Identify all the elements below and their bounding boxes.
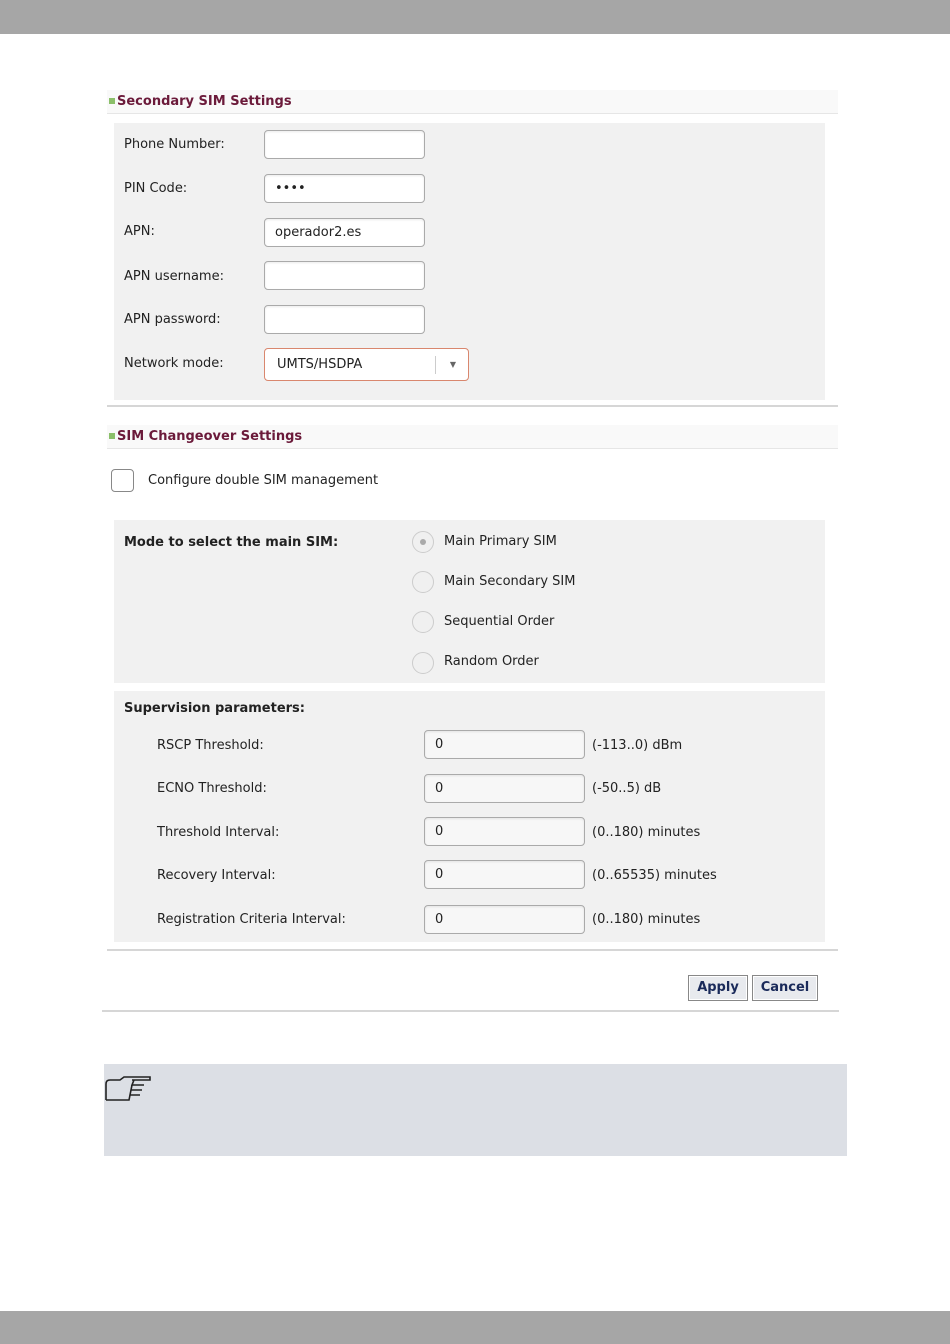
threshold-interval-range: (0..180) minutes <box>592 825 701 840</box>
rscp-threshold-range: (-113..0) dBm <box>592 738 683 753</box>
apn-password-label: APN password: <box>124 312 221 327</box>
pin-code-field[interactable]: •••• <box>264 174 425 203</box>
network-mode-select[interactable] <box>264 348 469 381</box>
apn-password-field[interactable] <box>264 305 425 334</box>
threshold-interval-label: Threshold Interval: <box>157 825 280 840</box>
page-header-bar <box>0 0 950 34</box>
registration-criteria-interval-label: Registration Criteria Interval: <box>157 912 346 927</box>
apn-username-label: APN username: <box>124 269 224 284</box>
divider <box>102 1010 839 1012</box>
supervision-title: Supervision parameters: <box>124 701 305 716</box>
network-mode-value: UMTS/HSDPA <box>277 357 363 372</box>
radio-main-primary-sim[interactable] <box>412 531 434 553</box>
double-sim-checkbox[interactable] <box>111 469 134 492</box>
registration-criteria-interval-field[interactable]: 0 <box>424 905 585 934</box>
radio-main-secondary-sim[interactable] <box>412 571 434 593</box>
radio-sequential-order[interactable] <box>412 611 434 633</box>
divider <box>107 949 838 951</box>
radio-random-order[interactable] <box>412 652 434 674</box>
apply-button[interactable]: Apply <box>688 975 748 1001</box>
recovery-interval-field[interactable]: 0 <box>424 860 585 889</box>
mode-select-label: Mode to select the main SIM: <box>124 535 339 550</box>
bullet-icon <box>109 98 115 104</box>
radio-label-random-order: Random Order <box>444 654 539 669</box>
econo-threshold-range: (-50..5) dB <box>592 781 662 796</box>
select-separator <box>435 356 436 374</box>
section-title-text: Secondary SIM Settings <box>117 94 292 109</box>
section-title-sim-changeover <box>107 425 838 449</box>
divider <box>107 405 838 407</box>
rscp-threshold-label: RSCP Threshold: <box>157 738 264 753</box>
apn-username-field[interactable] <box>264 261 425 290</box>
phone-number-field[interactable] <box>264 130 425 159</box>
radio-label-main-secondary-sim: Main Secondary SIM <box>444 574 576 589</box>
radio-label-main-primary-sim: Main Primary SIM <box>444 534 557 549</box>
section-title-secondary-sim <box>107 90 838 114</box>
network-mode-label: Network mode: <box>124 356 224 371</box>
note-box <box>104 1064 847 1156</box>
apn-label: APN: <box>124 224 155 239</box>
registration-criteria-interval-range: (0..180) minutes <box>592 912 701 927</box>
recovery-interval-range: (0..65535) minutes <box>592 868 717 883</box>
threshold-interval-field[interactable]: 0 <box>424 817 585 846</box>
pointing-hand-icon <box>104 1076 152 1102</box>
apn-field[interactable]: operador2.es <box>264 218 425 247</box>
radio-label-sequential-order: Sequential Order <box>444 614 555 629</box>
econo-threshold-label: ECNO Threshold: <box>157 781 267 796</box>
econo-threshold-field[interactable]: 0 <box>424 774 585 803</box>
double-sim-checkbox-label: Configure double SIM management <box>148 473 379 488</box>
rscp-threshold-field[interactable]: 0 <box>424 730 585 759</box>
recovery-interval-label: Recovery Interval: <box>157 868 276 883</box>
phone-number-label: Phone Number: <box>124 137 225 152</box>
section-title-text: SIM Changeover Settings <box>117 429 303 444</box>
pin-code-label: PIN Code: <box>124 181 188 196</box>
bullet-icon <box>109 433 115 439</box>
cancel-button[interactable]: Cancel <box>752 975 818 1001</box>
page-footer-bar <box>0 1311 950 1344</box>
chevron-down-icon: ▼ <box>449 360 457 369</box>
